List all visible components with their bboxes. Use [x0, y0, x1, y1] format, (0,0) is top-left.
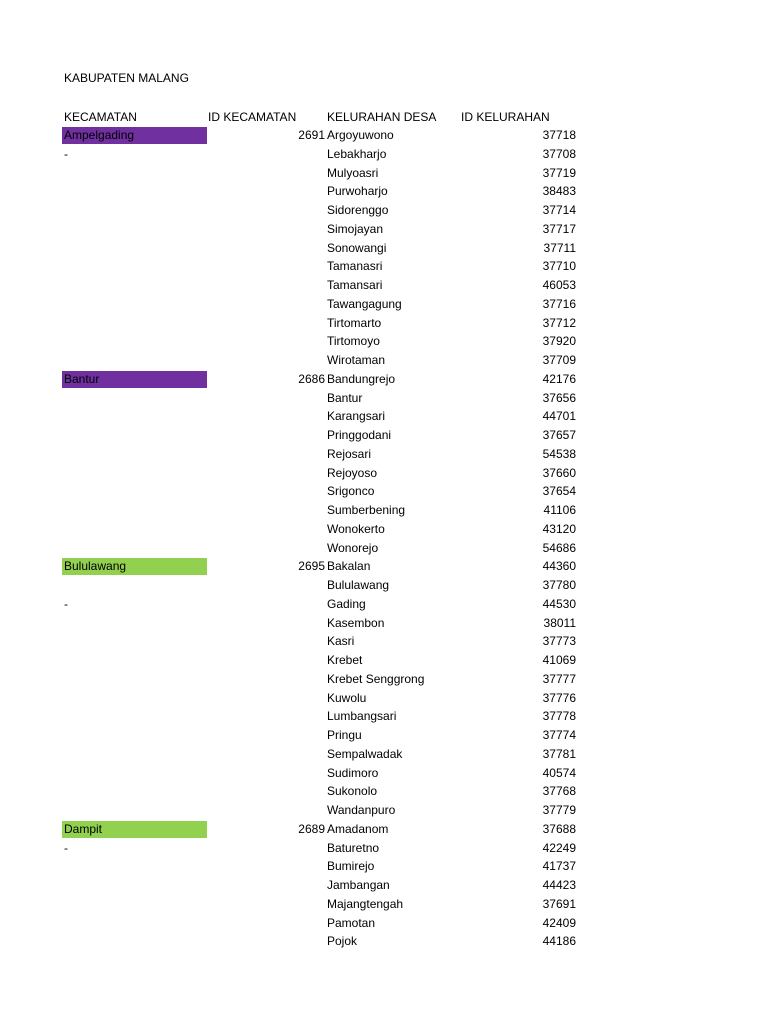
cell-kecamatan[interactable] [62, 239, 207, 257]
cell-kelurahan-desa[interactable]: Simojayan [327, 221, 384, 236]
table-row [0, 220, 768, 239]
cell-kecamatan[interactable] [62, 670, 207, 688]
table-row [0, 576, 768, 595]
cell-id-kecamatan[interactable] [207, 689, 325, 707]
cell-kecamatan[interactable] [62, 351, 207, 369]
cell-id-kecamatan[interactable] [207, 839, 325, 857]
table-row [0, 782, 768, 801]
cell-kecamatan[interactable] [62, 614, 207, 632]
cell-id-kecamatan[interactable] [207, 389, 325, 407]
cell-kecamatan[interactable]: - [64, 840, 68, 855]
cell-kelurahan-desa[interactable]: Baturetno [327, 840, 380, 855]
table-row [0, 164, 768, 183]
cell-kecamatan[interactable] [62, 576, 207, 594]
cell-id-kelurahan[interactable]: 37719 [542, 165, 576, 180]
table-row [0, 726, 768, 745]
table-row [0, 389, 768, 408]
cell-kecamatan[interactable]: - [64, 596, 68, 611]
cell-id-kelurahan[interactable]: 46053 [542, 278, 576, 292]
cell-id-kelurahan[interactable]: 37714 [542, 203, 576, 217]
column-header-kelurahan-desa[interactable]: KELURAHAN DESA [327, 110, 437, 124]
cell-kecamatan[interactable] [62, 651, 207, 669]
table-header [0, 108, 768, 126]
cell-kecamatan[interactable] [62, 257, 207, 275]
table-row [0, 482, 768, 501]
cell-kelurahan-desa[interactable]: Krebet Senggrong [327, 671, 425, 686]
cell-id-kecamatan[interactable] [207, 801, 325, 819]
cell-id-kecamatan[interactable] [207, 745, 325, 763]
cell-id-kecamatan[interactable] [207, 539, 325, 557]
cell-kelurahan-desa[interactable]: Sempalwadak [327, 746, 403, 761]
cell-id-kelurahan[interactable]: 37718 [542, 128, 576, 142]
cell-id-kecamatan[interactable] [207, 576, 325, 594]
cell-id-kecamatan[interactable] [207, 726, 325, 744]
cell-id-kecamatan[interactable] [207, 707, 325, 725]
table-row [0, 407, 768, 426]
table-row [0, 839, 768, 858]
cell-id-kecamatan[interactable]: 2695 [298, 559, 325, 574]
cell-kecamatan[interactable] [62, 857, 207, 875]
cell-id-kecamatan[interactable] [207, 314, 325, 332]
cell-kelurahan-desa[interactable]: Mulyoasri [327, 165, 379, 180]
cell-kelurahan-desa[interactable]: Wandanpuro [327, 803, 396, 817]
table-row [0, 764, 768, 783]
table-row [0, 332, 768, 351]
cell-id-kecamatan[interactable] [207, 164, 325, 182]
cell-kecamatan[interactable] [62, 782, 207, 800]
cell-kecamatan[interactable] [62, 332, 207, 350]
cell-kelurahan-desa[interactable]: Sukonolo [327, 784, 378, 799]
cell-kelurahan-desa[interactable]: Argoyuwono [327, 128, 394, 142]
cell-id-kelurahan[interactable]: 40574 [542, 765, 576, 780]
cell-kecamatan[interactable] [62, 801, 207, 819]
cell-kecamatan[interactable] [62, 201, 207, 219]
cell-id-kecamatan[interactable] [207, 201, 325, 219]
cell-kecamatan[interactable] [62, 707, 207, 725]
cell-id-kecamatan[interactable] [207, 295, 325, 313]
cell-kelurahan-desa[interactable]: Jambangan [327, 878, 390, 892]
table-row [0, 182, 768, 201]
cell-kelurahan-desa[interactable]: Wonokerto [327, 521, 385, 536]
column-header-id-kecamatan[interactable]: ID KECAMATAN [208, 110, 297, 124]
cell-id-kelurahan[interactable]: 54538 [542, 446, 576, 461]
cell-kecamatan[interactable]: Dampit [62, 821, 207, 838]
cell-id-kelurahan[interactable]: 44530 [542, 596, 576, 611]
cell-id-kecamatan[interactable]: 2686 [298, 371, 325, 386]
cell-kelurahan-desa[interactable]: Tamansari [327, 278, 383, 292]
cell-kecamatan[interactable] [62, 932, 207, 950]
cell-kelurahan-desa[interactable]: Tamanasri [327, 259, 383, 274]
table-row [0, 145, 768, 164]
cell-kecamatan[interactable] [62, 895, 207, 913]
table-row [0, 201, 768, 220]
cell-kelurahan-desa[interactable]: Tirtomarto [327, 315, 382, 330]
cell-kecamatan[interactable] [62, 314, 207, 332]
cell-kecamatan[interactable] [62, 914, 207, 932]
cell-id-kecamatan[interactable] [207, 220, 325, 238]
cell-id-kelurahan[interactable]: 37691 [542, 896, 576, 911]
cell-kecamatan[interactable] [62, 745, 207, 763]
cell-id-kelurahan[interactable]: 44360 [542, 559, 576, 574]
cell-id-kelurahan[interactable]: 38483 [542, 184, 576, 199]
cell-kelurahan-desa[interactable]: Pojok [327, 934, 358, 949]
table-row [0, 276, 768, 295]
cell-id-kecamatan[interactable] [207, 276, 325, 294]
cell-kecamatan[interactable] [62, 876, 207, 894]
cell-id-kecamatan[interactable] [207, 407, 325, 425]
cell-id-kelurahan[interactable]: 37688 [542, 821, 576, 836]
cell-kecamatan[interactable] [62, 426, 207, 444]
cell-kelurahan-desa[interactable]: Kasri [327, 634, 355, 649]
cell-id-kelurahan[interactable]: 37716 [542, 296, 576, 311]
table-row [0, 745, 768, 764]
cell-id-kecamatan[interactable] [207, 501, 325, 519]
cell-id-kecamatan[interactable] [207, 482, 325, 500]
cell-kecamatan[interactable] [62, 164, 207, 182]
cell-kecamatan[interactable]: Ampelgading [62, 127, 207, 144]
cell-kelurahan-desa[interactable]: Bumirejo [327, 859, 375, 874]
cell-id-kecamatan[interactable] [207, 651, 325, 669]
document-title: KABUPATEN MALANG [64, 71, 189, 85]
table-row [0, 670, 768, 689]
cell-kelurahan-desa[interactable]: Majangtengah [327, 896, 404, 911]
table-row [0, 820, 768, 839]
cell-kecamatan[interactable] [62, 764, 207, 782]
table-row [0, 464, 768, 483]
cell-id-kecamatan[interactable] [207, 332, 325, 350]
cell-id-kelurahan[interactable]: 44423 [542, 878, 576, 892]
column-header-kecamatan[interactable]: KECAMATAN [64, 110, 137, 124]
cell-id-kecamatan[interactable] [207, 876, 325, 894]
table-row [0, 895, 768, 914]
cell-id-kelurahan[interactable]: 37779 [542, 803, 576, 817]
cell-kecamatan[interactable] [62, 407, 207, 425]
cell-id-kelurahan[interactable]: 37774 [542, 728, 576, 742]
cell-kecamatan[interactable] [62, 182, 207, 200]
table-row [0, 932, 768, 951]
cell-kecamatan[interactable] [62, 389, 207, 407]
cell-id-kelurahan[interactable]: 37656 [542, 390, 576, 405]
cell-kecamatan[interactable] [62, 295, 207, 313]
cell-id-kecamatan[interactable] [207, 764, 325, 782]
cell-kelurahan-desa[interactable]: Purwoharjo [327, 184, 388, 199]
cell-id-kecamatan[interactable] [207, 857, 325, 875]
table-row [0, 426, 768, 445]
table-row [0, 595, 768, 614]
table-row [0, 557, 768, 576]
cell-kelurahan-desa[interactable]: Amadanom [327, 821, 389, 836]
table-row [0, 501, 768, 520]
cell-id-kecamatan[interactable] [207, 445, 325, 463]
cell-kelurahan-desa[interactable]: Krebet [327, 653, 363, 667]
cell-id-kecamatan[interactable] [207, 670, 325, 688]
table-row [0, 126, 768, 145]
table-row [0, 539, 768, 558]
table-row [0, 370, 768, 389]
cell-id-kelurahan[interactable]: 42249 [542, 840, 576, 855]
cell-kecamatan[interactable]: - [64, 146, 68, 161]
cell-id-kelurahan[interactable]: 37778 [542, 709, 576, 724]
cell-kecamatan[interactable] [62, 539, 207, 557]
cell-kecamatan[interactable] [62, 689, 207, 707]
table-row [0, 914, 768, 933]
cell-id-kecamatan[interactable] [207, 145, 325, 163]
cell-id-kecamatan[interactable] [207, 239, 325, 257]
cell-kelurahan-desa[interactable]: Tirtomoyo [327, 334, 380, 349]
cell-id-kecamatan[interactable] [207, 895, 325, 913]
cell-kelurahan-desa[interactable]: Tawangagung [327, 296, 402, 311]
cell-kelurahan-desa[interactable]: Bandungrejo [327, 371, 396, 386]
table-row [0, 351, 768, 370]
cell-id-kelurahan[interactable]: 42176 [542, 371, 576, 386]
cell-id-kecamatan[interactable] [207, 614, 325, 632]
cell-kecamatan[interactable] [62, 276, 207, 294]
table-row [0, 876, 768, 895]
cell-kecamatan[interactable] [62, 445, 207, 463]
table-row [0, 707, 768, 726]
cell-id-kelurahan[interactable]: 37777 [542, 671, 576, 686]
cell-id-kelurahan[interactable]: 37660 [542, 465, 576, 480]
cell-id-kelurahan[interactable]: 37780 [542, 578, 576, 592]
cell-id-kecamatan[interactable] [207, 351, 325, 369]
cell-id-kelurahan[interactable]: 37708 [542, 146, 576, 161]
cell-id-kelurahan[interactable]: 37768 [542, 784, 576, 799]
cell-id-kelurahan[interactable]: 37711 [543, 240, 576, 255]
table-row [0, 520, 768, 539]
cell-id-kelurahan[interactable]: 42409 [542, 915, 576, 930]
cell-kelurahan-desa[interactable]: Kuwolu [327, 690, 367, 705]
cell-id-kelurahan[interactable]: 37712 [542, 315, 576, 330]
cell-id-kelurahan[interactable]: 37776 [542, 690, 576, 705]
cell-kelurahan-desa[interactable]: Wirotaman [327, 353, 386, 367]
cell-kelurahan-desa[interactable]: Rejoyoso [327, 465, 378, 480]
cell-id-kelurahan[interactable]: 54686 [542, 540, 576, 555]
table-row [0, 801, 768, 820]
cell-kelurahan-desa[interactable]: Bantur [327, 390, 363, 405]
cell-id-kelurahan[interactable]: 37654 [542, 484, 576, 499]
table-row [0, 857, 768, 876]
cell-id-kelurahan[interactable]: 41737 [542, 859, 576, 874]
cell-kelurahan-desa[interactable]: Sonowangi [327, 240, 387, 255]
cell-kelurahan-desa[interactable]: Gading [327, 596, 366, 611]
cell-id-kelurahan[interactable]: 37710 [542, 259, 576, 274]
cell-kelurahan-desa[interactable]: Sudimoro [327, 765, 379, 780]
cell-id-kecamatan[interactable] [207, 257, 325, 275]
table-row [0, 689, 768, 708]
cell-kelurahan-desa[interactable]: Pamotan [327, 915, 376, 930]
cell-kecamatan[interactable] [62, 632, 207, 650]
table-row [0, 632, 768, 651]
cell-kelurahan-desa[interactable]: Bululawang [327, 578, 390, 592]
cell-kelurahan-desa[interactable]: Sidorenggo [327, 203, 389, 217]
cell-id-kecamatan[interactable] [207, 595, 325, 613]
cell-id-kelurahan[interactable]: 43120 [542, 521, 576, 536]
cell-id-kecamatan[interactable] [207, 426, 325, 444]
cell-kelurahan-desa[interactable]: Pringu [327, 728, 362, 742]
cell-kelurahan-desa[interactable]: Lebakharjo [327, 146, 387, 161]
cell-kecamatan[interactable] [62, 482, 207, 500]
table-row [0, 314, 768, 333]
cell-id-kelurahan[interactable]: 38011 [543, 615, 576, 630]
cell-id-kelurahan[interactable]: 41069 [542, 653, 576, 667]
cell-id-kecamatan[interactable]: 2689 [298, 821, 325, 836]
cell-id-kecamatan[interactable] [207, 464, 325, 482]
cell-kecamatan[interactable]: Bantur [62, 371, 207, 388]
cell-id-kecamatan[interactable] [207, 782, 325, 800]
cell-id-kelurahan[interactable]: 37709 [542, 353, 576, 367]
table-row [0, 445, 768, 464]
cell-kelurahan-desa[interactable]: Sumberbening [327, 503, 406, 517]
table-row [0, 614, 768, 633]
cell-kelurahan-desa[interactable]: Lumbangsari [327, 709, 397, 724]
cell-kecamatan[interactable] [62, 220, 207, 238]
cell-kecamatan[interactable] [62, 501, 207, 519]
cell-kecamatan[interactable] [62, 726, 207, 744]
cell-id-kelurahan[interactable]: 44701 [542, 409, 576, 424]
table-row [0, 239, 768, 258]
cell-kelurahan-desa[interactable]: Wonorejo [327, 540, 379, 555]
cell-id-kelurahan[interactable]: 37717 [542, 221, 576, 236]
cell-id-kecamatan[interactable] [207, 914, 325, 932]
cell-kecamatan[interactable] [62, 520, 207, 538]
cell-id-kelurahan[interactable]: 37657 [542, 428, 576, 442]
cell-id-kelurahan[interactable]: 44186 [542, 934, 576, 949]
data-table [0, 126, 768, 951]
table-row [0, 295, 768, 314]
cell-kelurahan-desa[interactable]: Karangsari [327, 409, 386, 424]
cell-id-kelurahan[interactable]: 41106 [543, 503, 576, 517]
cell-kelurahan-desa[interactable]: Srigonco [327, 484, 375, 499]
column-header-id-kelurahan[interactable]: ID KELURAHAN [461, 110, 550, 124]
cell-kecamatan[interactable] [62, 464, 207, 482]
cell-kelurahan-desa[interactable]: Pringgodani [327, 428, 392, 442]
cell-kelurahan-desa[interactable]: Bakalan [327, 559, 371, 574]
cell-id-kelurahan[interactable]: 37781 [542, 746, 576, 761]
cell-id-kelurahan[interactable]: 37773 [542, 634, 576, 649]
cell-kelurahan-desa[interactable]: Rejosari [327, 446, 372, 461]
cell-id-kecamatan[interactable] [207, 632, 325, 650]
cell-id-kecamatan[interactable] [207, 520, 325, 538]
table-row [0, 257, 768, 276]
cell-id-kecamatan[interactable]: 2691 [298, 128, 325, 142]
cell-kelurahan-desa[interactable]: Kasembon [327, 615, 385, 630]
cell-id-kecamatan[interactable] [207, 932, 325, 950]
cell-kecamatan[interactable]: Bululawang [62, 558, 207, 575]
cell-id-kelurahan[interactable]: 37920 [542, 334, 576, 349]
cell-id-kecamatan[interactable] [207, 182, 325, 200]
table-row [0, 651, 768, 670]
